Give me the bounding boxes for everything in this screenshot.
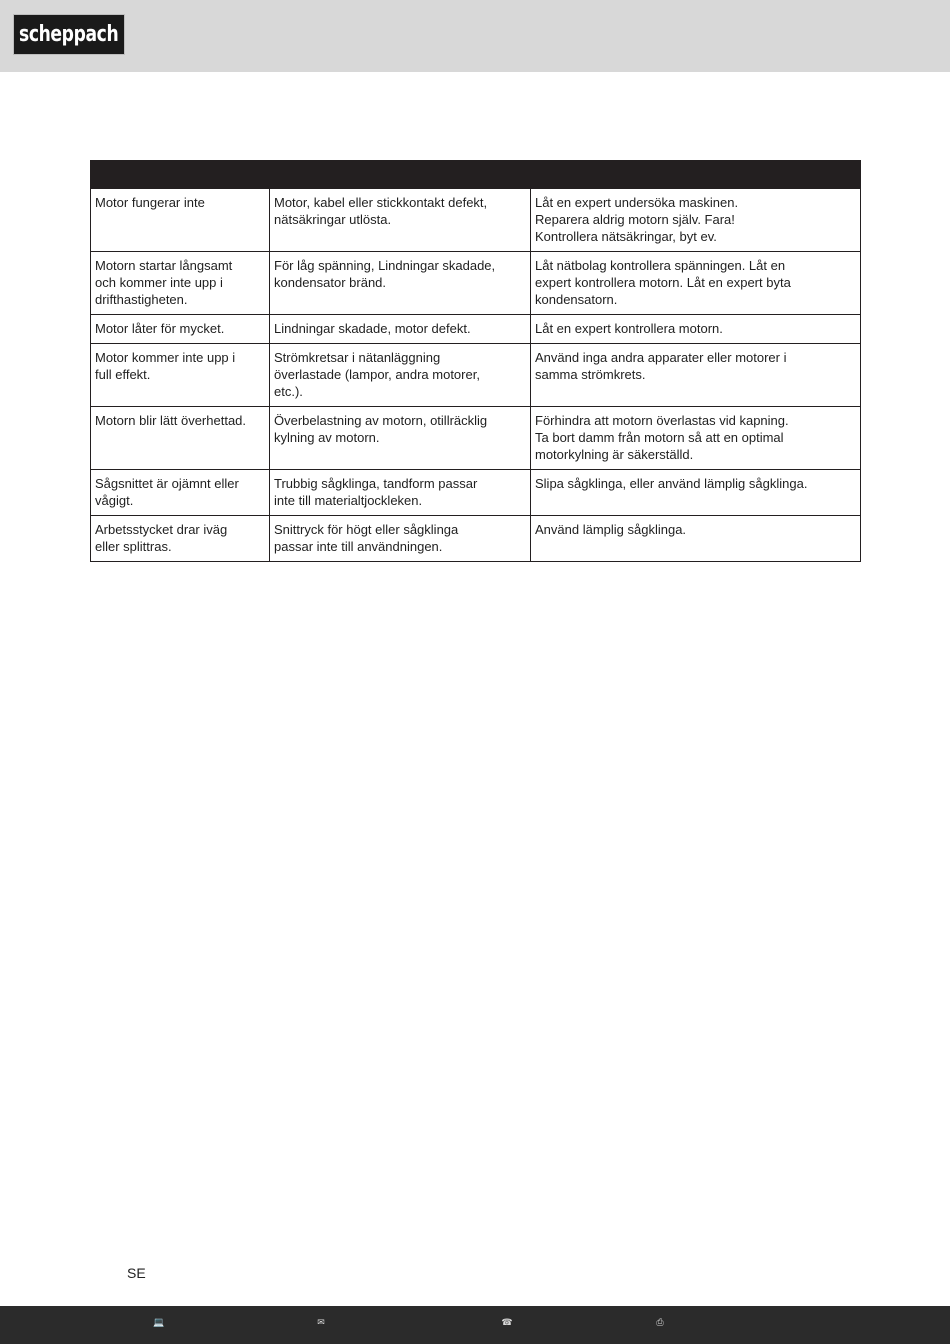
remedy-text-line: Låt en expert undersöka maskinen. — [535, 195, 739, 210]
fault-cell — [91, 315, 270, 344]
email-icon: ✉ — [317, 1318, 325, 1328]
remedy-cell — [531, 189, 861, 252]
table-row — [91, 189, 861, 252]
fault-text-line: Sågsnittet är ojämnt eller — [95, 476, 239, 491]
fault-text-line: och kommer inte upp i — [95, 275, 223, 290]
header-cell-cause — [270, 161, 531, 189]
cause-text-line: Lindningar skadade, motor defekt. — [274, 321, 471, 336]
remedy-text-line: Ta bort damm från motorn så att en optimal — [535, 430, 784, 445]
cause-cell — [270, 189, 531, 252]
cause-cell — [270, 344, 531, 407]
cause-text-line: etc.). — [274, 384, 303, 399]
cause-cell — [270, 407, 531, 470]
header-cell-remedy — [531, 161, 861, 189]
cause-text-line: överlastade (lampor, andra motorer, — [274, 367, 480, 382]
remedy-cell — [531, 470, 861, 516]
remedy-text-line: Låt en expert kontrollera motorn. — [535, 321, 723, 336]
fault-text-line: full effekt. — [95, 367, 151, 382]
remedy-text-line: motorkylning är säkerställd. — [535, 447, 694, 462]
cause-text-line: Motor, kabel eller stickkontakt defekt, — [274, 195, 488, 210]
fax-icon: ⎙ — [656, 1318, 664, 1328]
logo-text: scheppach — [19, 22, 119, 47]
fault-cell — [91, 252, 270, 315]
cause-text-line: Överbelastning av motorn, otillräcklig — [274, 413, 488, 428]
remedy-text-line: samma strömkrets. — [535, 367, 646, 382]
fault-text-line: Arbetsstycket drar iväg — [95, 522, 228, 537]
remedy-text-line: kondensatorn. — [535, 292, 618, 307]
remedy-cell — [531, 516, 861, 562]
fault-cell — [91, 189, 270, 252]
remedy-cell — [531, 315, 861, 344]
remedy-text-line: Låt nätbolag kontrollera spänningen. Låt en — [535, 258, 786, 273]
fault-cell — [91, 344, 270, 407]
fault-text-line: Motor låter för mycket. — [95, 321, 225, 336]
cause-cell — [270, 516, 531, 562]
table-body — [91, 189, 861, 562]
remedy-cell — [531, 252, 861, 315]
fault-cell — [91, 407, 270, 470]
table-row — [91, 516, 861, 562]
cause-text-line: Snittryck för högt eller sågklinga — [274, 522, 459, 537]
telephone-icon: ☎ — [501, 1318, 513, 1328]
cause-text-line: kondensator bränd. — [274, 275, 387, 290]
fault-cell — [91, 470, 270, 516]
remedy-text-line: Använd lämplig sågklinga. — [535, 522, 687, 537]
cause-text-line: kylning av motorn. — [274, 430, 380, 445]
table-row — [91, 470, 861, 516]
computer-icon: 💻 — [153, 1318, 165, 1328]
cause-cell — [270, 315, 531, 344]
remedy-text-line: Slipa sågklinga, eller använd lämplig sågklinga. — [535, 476, 808, 491]
remedy-text-line: expert kontrollera motorn. Låt en expert byta — [535, 275, 791, 290]
cause-text-line: För låg spänning, Lindningar skadade, — [274, 258, 496, 273]
cause-cell — [270, 252, 531, 315]
fault-text-line: Motorn blir lätt överhettad. — [95, 413, 247, 428]
cause-text-line: Trubbig sågklinga, tandform passar — [274, 476, 478, 491]
fault-text-line: eller splittras. — [95, 539, 172, 554]
fault-text-line: Motor fungerar inte — [95, 195, 205, 210]
header-band — [0, 0, 950, 72]
cause-text-line: passar inte till användningen. — [274, 539, 443, 554]
footer-band — [0, 1306, 950, 1344]
header-cell-fault — [91, 161, 270, 189]
fault-text-line: vågigt. — [95, 493, 134, 508]
scheppach-logo — [13, 14, 125, 55]
table-row — [91, 252, 861, 315]
troubleshooting-table-container — [90, 160, 860, 562]
fault-text-line: drifthastigheten. — [95, 292, 188, 307]
table-row — [91, 407, 861, 470]
cause-text-line: Strömkretsar i nätanläggning — [274, 350, 441, 365]
table-header-row — [91, 161, 861, 189]
table-row — [91, 315, 861, 344]
remedy-cell — [531, 407, 861, 470]
page-language-code: SE — [127, 1265, 146, 1281]
fault-text-line: Motor kommer inte upp i — [95, 350, 236, 365]
cause-text-line: nätsäkringar utlösta. — [274, 212, 392, 227]
remedy-cell — [531, 344, 861, 407]
troubleshooting-table — [90, 160, 861, 562]
fault-cell — [91, 516, 270, 562]
cause-cell — [270, 470, 531, 516]
remedy-text-line: Reparera aldrig motorn själv. Fara! — [535, 212, 735, 227]
remedy-text-line: Kontrollera nätsäkringar, byt ev. — [535, 229, 717, 244]
table-row — [91, 344, 861, 407]
fault-text-line: Motorn startar långsamt — [95, 258, 233, 273]
cause-text-line: inte till materialtjockleken. — [274, 493, 423, 508]
remedy-text-line: Förhindra att motorn överlastas vid kapning. — [535, 413, 789, 428]
remedy-text-line: Använd inga andra apparater eller motorer i — [535, 350, 787, 365]
